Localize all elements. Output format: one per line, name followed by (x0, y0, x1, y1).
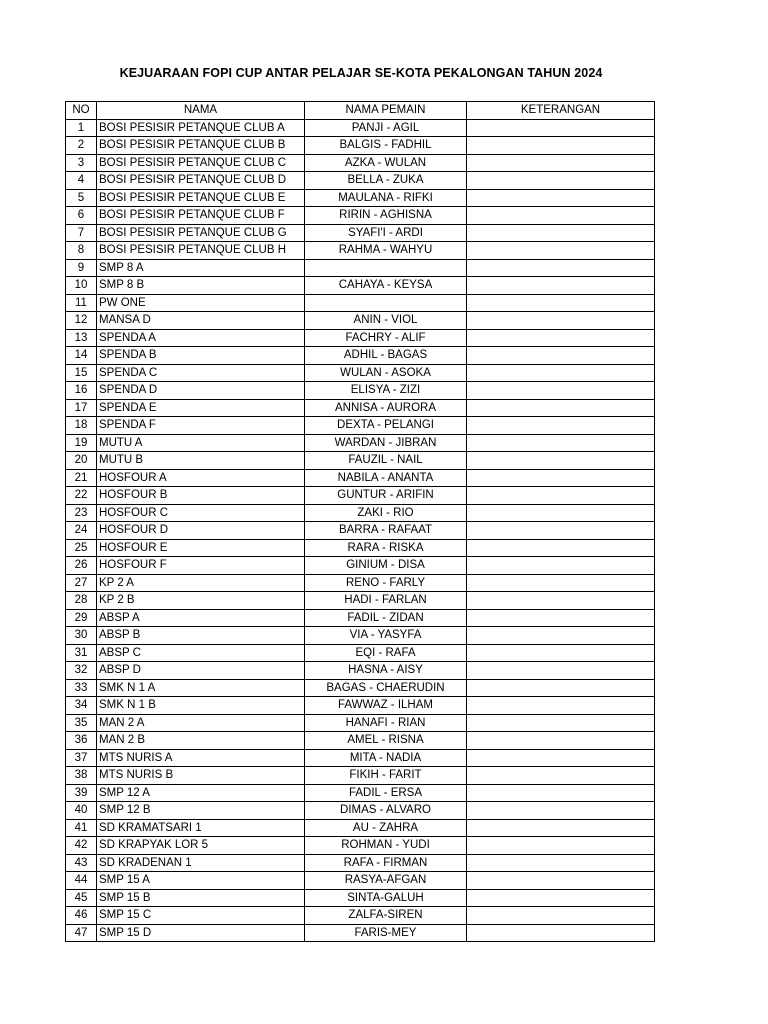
cell-no: 43 (66, 854, 97, 872)
table-row (66, 732, 655, 750)
cell-keterangan (467, 697, 655, 715)
table-row (66, 557, 655, 575)
cell-nama-pemain: RASYA-AFGAN (305, 872, 467, 890)
cell-nama: SMP 8 A (97, 259, 305, 277)
table-row (66, 224, 655, 242)
cell-keterangan (467, 522, 655, 540)
cell-nama: SD KRADENAN 1 (97, 854, 305, 872)
cell-nama: SPENDA E (97, 399, 305, 417)
cell-nama: BOSI PESISIR PETANQUE CLUB B (97, 137, 305, 155)
cell-nama: BOSI PESISIR PETANQUE CLUB A (97, 119, 305, 137)
table-row (66, 504, 655, 522)
cell-nama: SPENDA D (97, 382, 305, 400)
cell-nama-pemain: ADHIL - BAGAS (305, 347, 467, 365)
cell-keterangan (467, 259, 655, 277)
header-no: NO (66, 102, 97, 120)
cell-no: 37 (66, 749, 97, 767)
cell-nama: SD KRAPYAK LOR 5 (97, 837, 305, 855)
cell-keterangan (467, 662, 655, 680)
cell-nama: HOSFOUR B (97, 487, 305, 505)
cell-nama: MTS NURIS B (97, 767, 305, 785)
cell-no: 38 (66, 767, 97, 785)
cell-keterangan (467, 819, 655, 837)
cell-no: 12 (66, 312, 97, 330)
table-row (66, 854, 655, 872)
cell-keterangan (467, 767, 655, 785)
table-row (66, 277, 655, 295)
cell-keterangan (467, 539, 655, 557)
cell-no: 47 (66, 924, 97, 942)
cell-nama: SMP 15 D (97, 924, 305, 942)
cell-no: 3 (66, 154, 97, 172)
cell-keterangan (467, 189, 655, 207)
cell-nama-pemain: AU - ZAHRA (305, 819, 467, 837)
cell-nama-pemain: SYAFI'I - ARDI (305, 224, 467, 242)
header-keterangan: KETERANGAN (467, 102, 655, 120)
cell-nama-pemain: ELISYA - ZIZI (305, 382, 467, 400)
cell-nama: MUTU A (97, 434, 305, 452)
cell-keterangan (467, 347, 655, 365)
cell-nama: SMP 8 B (97, 277, 305, 295)
cell-nama-pemain: FADIL - ERSA (305, 784, 467, 802)
cell-keterangan (467, 487, 655, 505)
cell-nama-pemain: GUNTUR - ARIFIN (305, 487, 467, 505)
table-row (66, 382, 655, 400)
cell-nama: BOSI PESISIR PETANQUE CLUB F (97, 207, 305, 225)
cell-keterangan (467, 574, 655, 592)
table-row (66, 889, 655, 907)
cell-keterangan (467, 872, 655, 890)
cell-nama: BOSI PESISIR PETANQUE CLUB C (97, 154, 305, 172)
cell-no: 6 (66, 207, 97, 225)
cell-no: 15 (66, 364, 97, 382)
table-row (66, 172, 655, 190)
table-row (66, 924, 655, 942)
table-row (66, 627, 655, 645)
participant-table (65, 101, 655, 942)
cell-no: 24 (66, 522, 97, 540)
table-row (66, 644, 655, 662)
cell-no: 19 (66, 434, 97, 452)
cell-keterangan (467, 609, 655, 627)
table-row (66, 399, 655, 417)
cell-nama-pemain: RARA - RISKA (305, 539, 467, 557)
cell-no: 8 (66, 242, 97, 260)
cell-nama-pemain: RAFA - FIRMAN (305, 854, 467, 872)
cell-nama-pemain: BELLA - ZUKA (305, 172, 467, 190)
cell-nama: PW ONE (97, 294, 305, 312)
cell-no: 27 (66, 574, 97, 592)
cell-nama: KP 2 B (97, 592, 305, 610)
cell-keterangan (467, 802, 655, 820)
cell-no: 13 (66, 329, 97, 347)
cell-keterangan (467, 714, 655, 732)
cell-nama-pemain: RAHMA - WAHYU (305, 242, 467, 260)
cell-nama: SMK N 1 B (97, 697, 305, 715)
cell-no: 45 (66, 889, 97, 907)
cell-no: 41 (66, 819, 97, 837)
table-row (66, 242, 655, 260)
cell-no: 33 (66, 679, 97, 697)
table-row (66, 802, 655, 820)
cell-nama-pemain: HASNA - AISY (305, 662, 467, 680)
cell-nama-pemain: NABILA - ANANTA (305, 469, 467, 487)
cell-keterangan (467, 679, 655, 697)
cell-keterangan (467, 207, 655, 225)
table-row (66, 207, 655, 225)
cell-nama-pemain: FAWWAZ - ILHAM (305, 697, 467, 715)
cell-no: 4 (66, 172, 97, 190)
table-row (66, 609, 655, 627)
cell-nama-pemain: WULAN - ASOKA (305, 364, 467, 382)
cell-nama: ABSP D (97, 662, 305, 680)
table-row (66, 312, 655, 330)
table-row (66, 907, 655, 925)
table-row (66, 259, 655, 277)
table-row (66, 662, 655, 680)
cell-nama-pemain: RIRIN - AGHISNA (305, 207, 467, 225)
cell-nama: SMP 15 B (97, 889, 305, 907)
cell-keterangan (467, 312, 655, 330)
cell-nama: MAN 2 B (97, 732, 305, 750)
table-row (66, 364, 655, 382)
cell-keterangan (467, 592, 655, 610)
cell-nama-pemain: CAHAYA - KEYSA (305, 277, 467, 295)
table-row (66, 679, 655, 697)
table-row (66, 347, 655, 365)
cell-nama-pemain: BARRA - RAFAAT (305, 522, 467, 540)
cell-nama-pemain: MAULANA - RIFKI (305, 189, 467, 207)
cell-nama: BOSI PESISIR PETANQUE CLUB D (97, 172, 305, 190)
document-title: KEJUARAAN FOPI CUP ANTAR PELAJAR SE-KOTA PEKALONGAN TAHUN 2024 (119, 66, 603, 80)
cell-nama: SD KRAMATSARI 1 (97, 819, 305, 837)
cell-keterangan (467, 154, 655, 172)
cell-nama-pemain: BALGIS - FADHIL (305, 137, 467, 155)
table-row (66, 697, 655, 715)
table-row (66, 749, 655, 767)
table-row (66, 592, 655, 610)
cell-no: 14 (66, 347, 97, 365)
cell-keterangan (467, 399, 655, 417)
cell-nama: ABSP A (97, 609, 305, 627)
table-row (66, 714, 655, 732)
cell-no: 11 (66, 294, 97, 312)
table-row (66, 522, 655, 540)
cell-no: 10 (66, 277, 97, 295)
table-row (66, 452, 655, 470)
cell-nama-pemain: SINTA-GALUH (305, 889, 467, 907)
cell-nama: BOSI PESISIR PETANQUE CLUB E (97, 189, 305, 207)
cell-nama: HOSFOUR A (97, 469, 305, 487)
cell-nama: SMK N 1 A (97, 679, 305, 697)
cell-nama: HOSFOUR C (97, 504, 305, 522)
cell-nama-pemain: EQI - RAFA (305, 644, 467, 662)
cell-keterangan (467, 924, 655, 942)
cell-keterangan (467, 294, 655, 312)
cell-keterangan (467, 452, 655, 470)
cell-no: 2 (66, 137, 97, 155)
cell-no: 32 (66, 662, 97, 680)
cell-keterangan (467, 889, 655, 907)
cell-nama: ABSP B (97, 627, 305, 645)
table-row (66, 119, 655, 137)
cell-keterangan (467, 277, 655, 295)
table-row (66, 784, 655, 802)
table-row (66, 294, 655, 312)
cell-nama-pemain: DIMAS - ALVARO (305, 802, 467, 820)
cell-no: 26 (66, 557, 97, 575)
cell-nama: SPENDA F (97, 417, 305, 435)
table-row (66, 819, 655, 837)
cell-nama-pemain (305, 259, 467, 277)
cell-nama-pemain: MITA - NADIA (305, 749, 467, 767)
table-row (66, 154, 655, 172)
table-row (66, 767, 655, 785)
cell-nama-pemain (305, 294, 467, 312)
cell-keterangan (467, 837, 655, 855)
cell-keterangan (467, 644, 655, 662)
cell-no: 39 (66, 784, 97, 802)
table-row (66, 469, 655, 487)
cell-keterangan (467, 732, 655, 750)
cell-no: 18 (66, 417, 97, 435)
cell-nama-pemain: FAUZIL - NAIL (305, 452, 467, 470)
table-row (66, 189, 655, 207)
cell-no: 9 (66, 259, 97, 277)
cell-keterangan (467, 172, 655, 190)
table-row (66, 487, 655, 505)
table-header-row (66, 102, 655, 120)
cell-no: 31 (66, 644, 97, 662)
table-row (66, 329, 655, 347)
table-row (66, 574, 655, 592)
cell-nama-pemain: FADIL - ZIDAN (305, 609, 467, 627)
cell-keterangan (467, 329, 655, 347)
cell-no: 20 (66, 452, 97, 470)
cell-no: 35 (66, 714, 97, 732)
cell-nama-pemain: ZAKI - RIO (305, 504, 467, 522)
cell-no: 7 (66, 224, 97, 242)
cell-no: 1 (66, 119, 97, 137)
cell-no: 30 (66, 627, 97, 645)
cell-no: 29 (66, 609, 97, 627)
cell-nama-pemain: ANIN - VIOL (305, 312, 467, 330)
cell-no: 22 (66, 487, 97, 505)
cell-nama: SMP 12 A (97, 784, 305, 802)
table-row (66, 137, 655, 155)
cell-no: 5 (66, 189, 97, 207)
cell-nama-pemain: FACHRY - ALIF (305, 329, 467, 347)
cell-keterangan (467, 137, 655, 155)
cell-no: 23 (66, 504, 97, 522)
cell-nama: KP 2 A (97, 574, 305, 592)
cell-nama: SMP 12 B (97, 802, 305, 820)
table-row (66, 837, 655, 855)
cell-no: 17 (66, 399, 97, 417)
cell-nama: BOSI PESISIR PETANQUE CLUB G (97, 224, 305, 242)
cell-no: 36 (66, 732, 97, 750)
table-row (66, 417, 655, 435)
cell-nama-pemain: HANAFI - RIAN (305, 714, 467, 732)
cell-nama-pemain: HADI - FARLAN (305, 592, 467, 610)
cell-keterangan (467, 784, 655, 802)
cell-nama: SPENDA B (97, 347, 305, 365)
cell-nama-pemain: PANJI - AGIL (305, 119, 467, 137)
cell-nama-pemain: DEXTA - PELANGI (305, 417, 467, 435)
cell-no: 16 (66, 382, 97, 400)
cell-keterangan (467, 364, 655, 382)
cell-no: 25 (66, 539, 97, 557)
cell-nama-pemain: FARIS-MEY (305, 924, 467, 942)
header-nama-pemain: NAMA PEMAIN (305, 102, 467, 120)
cell-nama: MUTU B (97, 452, 305, 470)
cell-nama-pemain: BAGAS - CHAERUDIN (305, 679, 467, 697)
cell-nama: MANSA D (97, 312, 305, 330)
cell-nama-pemain: ZALFA-SIREN (305, 907, 467, 925)
cell-keterangan (467, 242, 655, 260)
cell-keterangan (467, 854, 655, 872)
table-body (66, 119, 655, 942)
cell-keterangan (467, 627, 655, 645)
cell-nama: SMP 15 A (97, 872, 305, 890)
cell-nama: MAN 2 A (97, 714, 305, 732)
cell-nama: SPENDA C (97, 364, 305, 382)
cell-nama-pemain: VIA - YASYFA (305, 627, 467, 645)
header-nama: NAMA (97, 102, 305, 120)
cell-nama-pemain: AMEL - RISNA (305, 732, 467, 750)
cell-nama-pemain: RENO - FARLY (305, 574, 467, 592)
cell-keterangan (467, 557, 655, 575)
cell-no: 28 (66, 592, 97, 610)
cell-nama-pemain: WARDAN - JIBRAN (305, 434, 467, 452)
cell-keterangan (467, 469, 655, 487)
cell-nama: ABSP C (97, 644, 305, 662)
cell-nama: HOSFOUR F (97, 557, 305, 575)
cell-keterangan (467, 119, 655, 137)
cell-no: 21 (66, 469, 97, 487)
cell-keterangan (467, 749, 655, 767)
cell-keterangan (467, 504, 655, 522)
cell-nama: SMP 15 C (97, 907, 305, 925)
cell-nama: BOSI PESISIR PETANQUE CLUB H (97, 242, 305, 260)
cell-nama: HOSFOUR D (97, 522, 305, 540)
cell-no: 34 (66, 697, 97, 715)
cell-nama-pemain: FIKIH - FARIT (305, 767, 467, 785)
cell-nama: MTS NURIS A (97, 749, 305, 767)
cell-no: 44 (66, 872, 97, 890)
cell-keterangan (467, 907, 655, 925)
cell-keterangan (467, 382, 655, 400)
table-row (66, 434, 655, 452)
cell-nama-pemain: GINIUM - DISA (305, 557, 467, 575)
cell-keterangan (467, 417, 655, 435)
cell-nama-pemain: ANNISA - AURORA (305, 399, 467, 417)
cell-no: 46 (66, 907, 97, 925)
cell-nama: HOSFOUR E (97, 539, 305, 557)
cell-nama-pemain: ROHMAN - YUDI (305, 837, 467, 855)
cell-nama-pemain: AZKA - WULAN (305, 154, 467, 172)
cell-nama: SPENDA A (97, 329, 305, 347)
cell-keterangan (467, 224, 655, 242)
cell-keterangan (467, 434, 655, 452)
table-row (66, 539, 655, 557)
cell-no: 40 (66, 802, 97, 820)
cell-no: 42 (66, 837, 97, 855)
table-row (66, 872, 655, 890)
